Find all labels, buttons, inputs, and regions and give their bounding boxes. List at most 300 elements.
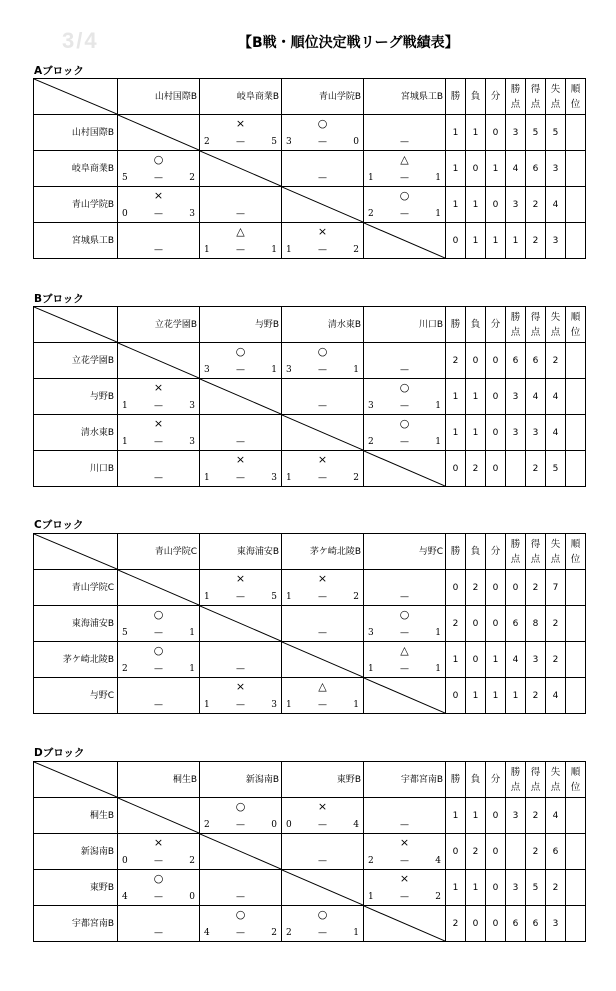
stat-value (566, 606, 586, 642)
self-match-cell (364, 451, 446, 487)
score-dash: — (154, 892, 163, 902)
score-dash: — (154, 173, 163, 183)
score-dash: — (154, 473, 163, 483)
score-dash: — (400, 664, 409, 674)
stat-header: 勝 (446, 762, 466, 798)
row-team-name: 茅ケ崎北陵B (34, 642, 118, 678)
stat-header: 負 (466, 762, 486, 798)
score-opponent: 2 (435, 892, 441, 902)
stat-value: 1 (486, 223, 506, 259)
result-mark: × (317, 800, 328, 813)
team-row (34, 570, 586, 606)
corner-cell (34, 79, 118, 115)
score-opponent: 4 (353, 820, 359, 830)
score-own: 3 (286, 365, 292, 375)
score-opponent: 1 (271, 245, 277, 255)
result-mark: △ (400, 644, 409, 657)
score-dash: — (236, 437, 245, 447)
column-team-name: 青山学院B (282, 79, 364, 115)
stat-value (566, 343, 586, 379)
score-opponent: 1 (435, 628, 441, 638)
stat-value: 3 (546, 151, 566, 187)
stat-value: 1 (486, 678, 506, 714)
row-team-name: 清水東B (34, 415, 118, 451)
score-opponent: 1 (353, 928, 359, 938)
score-own: 1 (368, 173, 374, 183)
score-dash: — (400, 892, 409, 902)
stat-value: 1 (466, 187, 486, 223)
score-dash: — (154, 209, 163, 219)
stat-header: 分 (486, 762, 506, 798)
stat-value: 0 (466, 343, 486, 379)
score-dash: — (318, 820, 327, 830)
score-opponent: 2 (271, 928, 277, 938)
stat-value: 1 (486, 642, 506, 678)
stat-value: 3 (506, 379, 526, 415)
row-team-name: 山村国際B (34, 115, 118, 151)
score-dash: — (236, 245, 245, 255)
stat-value: 8 (526, 606, 546, 642)
score-dash: — (318, 245, 327, 255)
self-match-cell (200, 379, 282, 415)
self-match-cell (364, 223, 446, 259)
score-dash: — (400, 820, 409, 830)
result-mark: ○ (317, 345, 328, 358)
match-result-cell (118, 906, 200, 942)
score-dash: — (318, 137, 327, 147)
match-result-cell (118, 606, 200, 642)
score-own: 5 (122, 173, 128, 183)
stat-header: 勝 点 (506, 79, 526, 115)
match-result-cell (282, 606, 364, 642)
score-own: 0 (286, 820, 292, 830)
stat-value: 0 (486, 415, 506, 451)
column-team-name: 与野B (200, 307, 282, 343)
match-result-cell (282, 798, 364, 834)
league-table (33, 761, 586, 942)
header-row (34, 307, 586, 343)
match-result-cell (200, 115, 282, 151)
stat-value: 0 (466, 642, 486, 678)
column-team-name: 茅ケ崎北陵B (282, 534, 364, 570)
score-opponent: 3 (189, 209, 195, 219)
row-team-name: 岐阜商業B (34, 151, 118, 187)
stat-value: 3 (526, 415, 546, 451)
stat-value: 2 (466, 834, 486, 870)
score-opponent: 1 (435, 437, 441, 447)
match-result-cell (118, 415, 200, 451)
result-mark: ○ (399, 417, 410, 430)
stat-value: 0 (486, 187, 506, 223)
result-mark: × (399, 836, 410, 849)
stat-header: 得 点 (526, 762, 546, 798)
stat-value: 1 (466, 678, 486, 714)
stat-value: 3 (526, 642, 546, 678)
stat-value: 5 (526, 115, 546, 151)
score-dash: — (318, 173, 327, 183)
match-result-cell (200, 187, 282, 223)
team-row (34, 187, 586, 223)
score-dash: — (236, 592, 245, 602)
result-mark: × (317, 225, 328, 238)
match-result-cell (364, 798, 446, 834)
score-own: 1 (204, 700, 210, 710)
stat-header: 勝 点 (506, 534, 526, 570)
match-result-cell (118, 451, 200, 487)
stat-value: 0 (486, 870, 506, 906)
stat-header: 分 (486, 307, 506, 343)
score-dash: — (318, 365, 327, 375)
match-result-cell (200, 343, 282, 379)
stat-value (566, 451, 586, 487)
block-label: Dブロック (34, 747, 85, 759)
stat-value: 0 (506, 570, 526, 606)
stat-value: 4 (546, 187, 566, 223)
match-result-cell (364, 379, 446, 415)
score-own: 4 (204, 928, 210, 938)
match-result-cell (282, 451, 364, 487)
stat-value (506, 451, 526, 487)
team-row (34, 223, 586, 259)
score-opponent: 2 (353, 473, 359, 483)
stat-value: 1 (446, 415, 466, 451)
stat-value: 4 (546, 798, 566, 834)
stat-value: 1 (466, 798, 486, 834)
score-dash: — (318, 473, 327, 483)
self-match-cell (364, 678, 446, 714)
match-result-cell (364, 570, 446, 606)
score-own: 2 (204, 137, 210, 147)
result-mark: ○ (235, 908, 246, 921)
match-result-cell (282, 223, 364, 259)
result-mark: ○ (153, 872, 164, 885)
score-dash: — (236, 664, 245, 674)
self-match-cell (282, 870, 364, 906)
league-table (33, 533, 586, 714)
score-dash: — (154, 628, 163, 638)
stat-value: 2 (526, 834, 546, 870)
header-row (34, 762, 586, 798)
row-team-name: 東海浦安B (34, 606, 118, 642)
match-result-cell (200, 570, 282, 606)
match-result-cell (118, 678, 200, 714)
result-mark: △ (400, 153, 409, 166)
stat-value (566, 678, 586, 714)
score-dash: — (400, 437, 409, 447)
score-opponent: 1 (435, 209, 441, 219)
score-own: 0 (122, 856, 128, 866)
stat-value: 5 (526, 870, 546, 906)
stat-value: 1 (446, 151, 466, 187)
stat-value: 3 (546, 223, 566, 259)
stat-value: 2 (546, 343, 566, 379)
score-own: 4 (122, 892, 128, 902)
stat-value: 4 (546, 678, 566, 714)
score-dash: — (318, 628, 327, 638)
stat-value: 2 (526, 187, 546, 223)
score-own: 3 (286, 137, 292, 147)
score-dash: — (154, 401, 163, 411)
match-result-cell (118, 151, 200, 187)
stat-value: 2 (526, 570, 546, 606)
score-opponent: 2 (189, 856, 195, 866)
stat-value: 6 (526, 343, 546, 379)
stat-value (566, 834, 586, 870)
score-opponent: 2 (353, 245, 359, 255)
stat-value: 0 (466, 906, 486, 942)
stat-value: 3 (506, 415, 526, 451)
match-result-cell (118, 834, 200, 870)
stat-value: 0 (486, 379, 506, 415)
score-opponent: 5 (271, 592, 277, 602)
stat-value: 0 (486, 834, 506, 870)
score-dash: — (236, 473, 245, 483)
score-dash: — (318, 856, 327, 866)
stat-value: 4 (506, 642, 526, 678)
score-own: 2 (204, 820, 210, 830)
score-own: 1 (286, 700, 292, 710)
self-match-cell (282, 642, 364, 678)
result-mark: × (235, 572, 246, 585)
score-dash: — (154, 437, 163, 447)
score-opponent: 1 (189, 628, 195, 638)
score-dash: — (318, 700, 327, 710)
stat-header: 勝 (446, 307, 466, 343)
stat-value (566, 870, 586, 906)
stat-value: 0 (486, 570, 506, 606)
row-team-name: 桐生B (34, 798, 118, 834)
stat-header: 得 点 (526, 79, 546, 115)
column-team-name: 山村国際B (118, 79, 200, 115)
stat-value: 0 (486, 606, 506, 642)
stat-value: 1 (446, 798, 466, 834)
column-team-name: 立花学園B (118, 307, 200, 343)
column-team-name: 川口B (364, 307, 446, 343)
score-own: 2 (368, 209, 374, 219)
match-result-cell (200, 798, 282, 834)
stat-value (566, 906, 586, 942)
score-own: 3 (368, 628, 374, 638)
score-own: 5 (122, 628, 128, 638)
stat-header: 負 (466, 307, 486, 343)
column-team-name: 新潟南B (200, 762, 282, 798)
column-team-name: 宇都宮南B (364, 762, 446, 798)
score-opponent: 2 (189, 173, 195, 183)
stat-value: 0 (486, 451, 506, 487)
stat-header: 分 (486, 79, 506, 115)
match-result-cell (282, 151, 364, 187)
score-dash: — (318, 401, 327, 411)
match-result-cell (282, 570, 364, 606)
stat-value: 1 (446, 187, 466, 223)
match-result-cell (282, 678, 364, 714)
stat-value (506, 834, 526, 870)
score-dash: — (400, 628, 409, 638)
team-row (34, 870, 586, 906)
stat-header: 負 (466, 79, 486, 115)
score-dash: — (400, 365, 409, 375)
score-own: 2 (122, 664, 128, 674)
stat-header: 勝 (446, 79, 466, 115)
league-table (33, 78, 586, 259)
stat-value: 1 (466, 379, 486, 415)
score-dash: — (236, 365, 245, 375)
stat-value: 1 (446, 115, 466, 151)
score-dash: — (154, 928, 163, 938)
score-dash: — (318, 928, 327, 938)
stat-value: 0 (446, 678, 466, 714)
corner-cell (34, 762, 118, 798)
result-mark: ○ (153, 644, 164, 657)
row-team-name: 青山学院B (34, 187, 118, 223)
stat-value: 6 (526, 906, 546, 942)
stat-value: 0 (446, 451, 466, 487)
block-label: Aブロック (34, 65, 84, 77)
result-mark: × (153, 417, 164, 430)
score-dash: — (154, 245, 163, 255)
match-result-cell (118, 187, 200, 223)
match-result-cell (118, 379, 200, 415)
score-own: 1 (204, 473, 210, 483)
score-own: 1 (122, 437, 128, 447)
stat-value: 0 (466, 151, 486, 187)
stat-value: 3 (506, 870, 526, 906)
stat-value: 0 (486, 798, 506, 834)
result-mark: ○ (235, 800, 246, 813)
self-match-cell (118, 115, 200, 151)
block-label: Bブロック (34, 293, 84, 305)
stat-value: 2 (526, 223, 546, 259)
score-opponent: 1 (435, 401, 441, 411)
stat-value: 4 (526, 379, 546, 415)
team-row (34, 906, 586, 942)
result-mark: × (235, 680, 246, 693)
self-match-cell (200, 834, 282, 870)
stat-value: 1 (506, 223, 526, 259)
score-dash: — (318, 592, 327, 602)
score-own: 2 (368, 856, 374, 866)
match-result-cell (364, 187, 446, 223)
result-mark: △ (236, 225, 245, 238)
team-row (34, 379, 586, 415)
match-result-cell (118, 223, 200, 259)
row-team-name: 与野B (34, 379, 118, 415)
score-opponent: 0 (353, 137, 359, 147)
stat-header: 順 位 (566, 762, 586, 798)
match-result-cell (364, 343, 446, 379)
score-dash: — (154, 700, 163, 710)
score-dash: — (154, 664, 163, 674)
column-team-name: 清水東B (282, 307, 364, 343)
row-team-name: 川口B (34, 451, 118, 487)
stat-header: 順 位 (566, 79, 586, 115)
stat-value: 7 (546, 570, 566, 606)
result-mark: × (153, 836, 164, 849)
stat-value: 1 (446, 642, 466, 678)
stat-value: 3 (506, 115, 526, 151)
self-match-cell (364, 906, 446, 942)
stat-value (566, 379, 586, 415)
stat-header: 勝 (446, 534, 466, 570)
score-dash: — (400, 173, 409, 183)
result-mark: ○ (153, 153, 164, 166)
score-opponent: 0 (271, 820, 277, 830)
result-mark: △ (318, 680, 327, 693)
score-dash: — (236, 700, 245, 710)
column-team-name: 東海浦安B (200, 534, 282, 570)
stat-value: 3 (506, 798, 526, 834)
score-opponent: 1 (435, 664, 441, 674)
stat-header: 得 点 (526, 534, 546, 570)
score-dash: — (236, 820, 245, 830)
match-result-cell (282, 343, 364, 379)
stat-value: 1 (466, 115, 486, 151)
team-row (34, 642, 586, 678)
self-match-cell (118, 343, 200, 379)
match-result-cell (282, 379, 364, 415)
column-team-name: 桐生B (118, 762, 200, 798)
stat-value: 2 (446, 343, 466, 379)
score-own: 2 (368, 437, 374, 447)
score-own: 1 (368, 664, 374, 674)
score-dash: — (400, 856, 409, 866)
stat-value: 6 (506, 606, 526, 642)
stat-value: 2 (526, 451, 546, 487)
stat-value: 2 (446, 906, 466, 942)
self-match-cell (200, 151, 282, 187)
self-match-cell (282, 187, 364, 223)
result-mark: ○ (317, 117, 328, 130)
score-own: 1 (286, 245, 292, 255)
stat-value (566, 151, 586, 187)
stat-header: 分 (486, 534, 506, 570)
row-team-name: 与野C (34, 678, 118, 714)
score-own: 1 (368, 892, 374, 902)
header-row (34, 79, 586, 115)
match-result-cell (200, 415, 282, 451)
stat-value: 2 (466, 451, 486, 487)
stat-value: 0 (486, 343, 506, 379)
stat-value: 4 (546, 379, 566, 415)
result-mark: × (235, 453, 246, 466)
score-opponent: 3 (271, 700, 277, 710)
stat-value: 1 (486, 151, 506, 187)
stat-value: 2 (446, 606, 466, 642)
stat-value: 0 (446, 834, 466, 870)
score-dash: — (236, 209, 245, 219)
score-own: 1 (204, 245, 210, 255)
league-table (33, 306, 586, 487)
team-row (34, 678, 586, 714)
match-result-cell (200, 678, 282, 714)
stat-value (566, 115, 586, 151)
block-label: Cブロック (34, 519, 84, 531)
score-opponent: 4 (435, 856, 441, 866)
column-team-name: 青山学院C (118, 534, 200, 570)
score-dash: — (154, 856, 163, 866)
score-opponent: 1 (271, 365, 277, 375)
match-result-cell (200, 906, 282, 942)
stat-value: 5 (546, 115, 566, 151)
self-match-cell (282, 415, 364, 451)
stat-header: 失 点 (546, 534, 566, 570)
stat-value: 1 (466, 415, 486, 451)
team-row (34, 834, 586, 870)
result-mark: ○ (317, 908, 328, 921)
stat-header: 順 位 (566, 534, 586, 570)
score-dash: — (400, 209, 409, 219)
score-own: 0 (122, 209, 128, 219)
